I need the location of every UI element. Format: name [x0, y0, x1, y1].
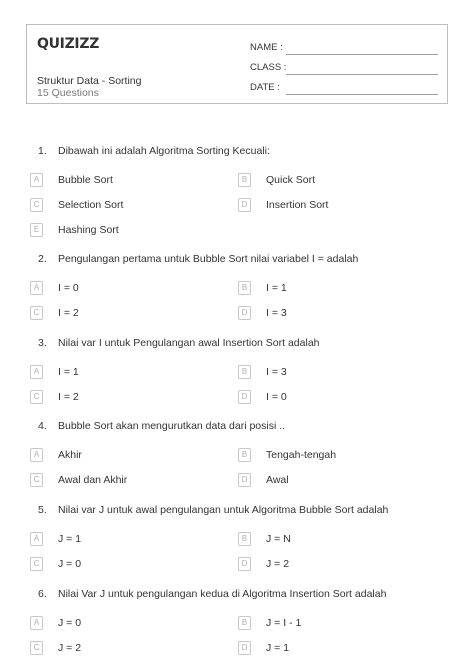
option-text: I = 1 [266, 282, 287, 294]
option-text: J = 0 [58, 617, 82, 629]
option-text: Hashing Sort [58, 224, 119, 236]
option-letter-box: B [238, 532, 251, 546]
date-line [286, 94, 438, 95]
option-text: I = 2 [58, 391, 79, 403]
option-text: Quick Sort [266, 174, 316, 186]
question-count: 15 Questions [37, 87, 99, 99]
question-4 [0, 420, 474, 510]
option-text: I = 3 [266, 307, 287, 319]
question-text: Nilai var J untuk awal pengulangan untuk Algoritma Bubble Sort adalah [58, 504, 389, 516]
date-label: DATE : [250, 82, 280, 93]
option-text: J = 1 [266, 642, 290, 654]
option-letter-box: A [30, 365, 43, 379]
question-5 [0, 504, 474, 594]
question-number: 6. [38, 588, 47, 600]
option-letter-box: D [238, 473, 251, 487]
question-2 [0, 253, 474, 343]
option-letter-box: B [238, 365, 251, 379]
option-text: Tengah-tengah [266, 449, 337, 461]
option-letter-box: A [30, 173, 43, 187]
option-letter-box: A [30, 616, 43, 630]
option-text: Awal [266, 474, 289, 486]
name-label: NAME : [250, 42, 283, 53]
question-3 [0, 337, 474, 427]
class-field[interactable] [250, 62, 286, 73]
option-letter-box: B [238, 281, 251, 295]
question-number: 4. [38, 420, 47, 432]
option-text: Selection Sort [58, 199, 124, 211]
option-text: Akhir [58, 449, 82, 461]
option-text: J = I - 1 [266, 617, 302, 629]
option-letter-box: D [238, 306, 251, 320]
option-letter-box: C [30, 641, 43, 655]
option-letter-box: B [238, 173, 251, 187]
option-text: Awal dan Akhir [58, 474, 128, 486]
option-text: J = 2 [266, 558, 290, 570]
option-text: J = 2 [58, 642, 82, 654]
option-text: I = 0 [58, 282, 79, 294]
option-letter-box: B [238, 448, 251, 462]
option-letter-box: C [30, 198, 43, 212]
option-text: J = N [266, 533, 291, 545]
option-letter-box: D [238, 641, 251, 655]
worksheet-header [26, 24, 448, 104]
question-text: Nilai Var J untuk pengulangan kedua di Algoritma Insertion Sort adalah [58, 588, 387, 600]
option-letter-box: C [30, 390, 43, 404]
question-text: Nilai var I untuk Pengulangan awal Insertion Sort adalah [58, 337, 320, 349]
option-text: J = 0 [58, 558, 82, 570]
name-field[interactable] [250, 42, 283, 53]
name-line [286, 54, 438, 55]
quiz-title: Struktur Data - Sorting [37, 75, 142, 87]
option-letter-box: C [30, 557, 43, 571]
question-number: 3. [38, 337, 47, 349]
option-letter-box: A [30, 532, 43, 546]
option-letter-box: B [238, 616, 251, 630]
question-6 [0, 588, 474, 668]
option-text: I = 3 [266, 366, 287, 378]
option-text: I = 2 [58, 307, 79, 319]
class-line [286, 74, 438, 75]
question-number: 2. [38, 253, 47, 265]
option-letter-box: A [30, 281, 43, 295]
option-letter-box: A [30, 448, 43, 462]
question-text: Dibawah ini adalah Algoritma Sorting Kecuali: [58, 145, 270, 157]
question-1 [0, 145, 474, 235]
option-text: Bubble Sort [58, 174, 113, 186]
option-letter-box: C [30, 473, 43, 487]
question-number: 5. [38, 504, 47, 516]
date-field[interactable] [250, 82, 280, 93]
option-letter-box: C [30, 306, 43, 320]
question-text: Pengulangan pertama untuk Bubble Sort nilai variabel I = adalah [58, 253, 359, 265]
question-number: 1. [38, 145, 47, 157]
option-letter-box: D [238, 390, 251, 404]
option-text: J = 1 [58, 533, 82, 545]
option-text: Insertion Sort [266, 199, 329, 211]
option-letter-box: D [238, 557, 251, 571]
class-label: CLASS : [250, 62, 287, 73]
question-text: Bubble Sort akan mengurutkan data dari posisi .. [58, 420, 286, 432]
option-text: I = 0 [266, 391, 287, 403]
quizizz-logo: QUIZIZZ [37, 36, 100, 52]
option-text: I = 1 [58, 366, 79, 378]
option-letter-box: E [30, 223, 43, 237]
option-letter-box: D [238, 198, 251, 212]
